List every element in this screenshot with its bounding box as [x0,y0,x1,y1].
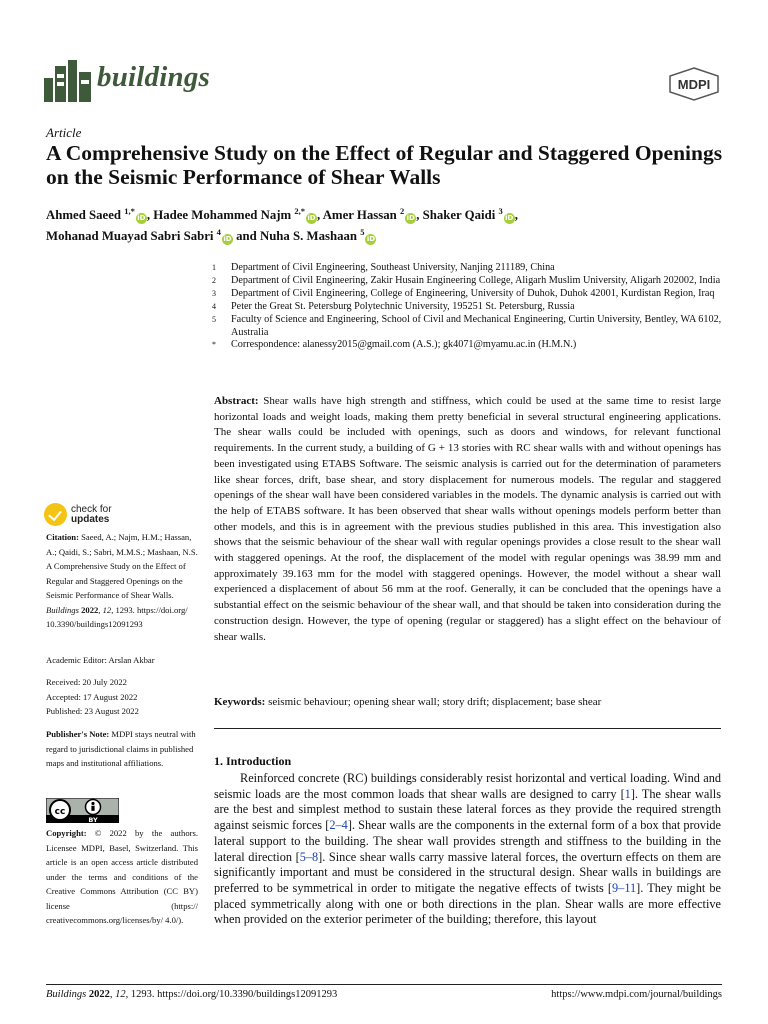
affiliation-number: 3 [212,288,216,298]
footer-citation: Buildings 2022, 12, 1293. https://doi.org/10.3390/buildings12091293 [46,989,338,1000]
footer-volume: 12 [115,989,126,1000]
authors-connector: and [232,229,260,243]
buildings-journal-logo [44,60,92,102]
check-updates-line1: check for [71,503,112,515]
abstract-label: Abstract: [214,395,259,407]
footer-journal-url[interactable]: https://www.mdpi.com/journal/buildings [551,989,722,1000]
citation-doi[interactable]: , 1293. https://doi.org/ 10.3390/buildings12091293 [46,604,188,629]
keywords [214,695,721,710]
keywords-text: seismic behaviour; opening shear wall; story drift; displacement; base shear [268,696,602,708]
citation-text: Saeed, A.; Najm, H.M.; Hassan, A.; Qaidi, S.; Sabri, M.M.S.; Mashaan, N.S. A Comprehensive Study on the Effect of Regular and Staggered Openings on the Seismic Performance of Shear Walls. [46,532,198,600]
affiliation-text: Peter the Great St. Petersburg Polytechnic University, 195251 St. Petersburg, Russia [231,300,575,312]
affiliation-item [212,288,732,301]
affiliation-number: 1 [212,263,216,272]
affiliation-number: 5 [212,314,216,324]
check-updates-line2: updates [71,513,110,525]
author-list: Ahmed Saeed $^{1,*}$iD, Hadee Mohammed Najm $^{2,*}$iD, Amer Hassan $^2$iD, Shaker Qaidi $^3$iD, Mohanad Muayad Sabri Sabri $^4$iD and Nuha S. Mashaan $^5$iD [46,206,518,243]
affiliation-text: Department of Civil Engineering, Southeast University, Nanjing 211189, China [231,262,555,273]
citation-block: Citation: Saeed, A.; Najm, H.M.; Hassan, A.; Qaidi, S.; Sabri, M.M.S.; Mashaan, N.S. A Comprehensive Study on the Effect of Regular and Staggered Openings on the Seismic Performance of Shear Walls. Buildings 2022, 12, 1293. https://doi.org/ 10.3390/buildings12091293 [46,532,198,629]
orcid-icon[interactable]: iD [307,214,316,222]
affiliation-text: Department of Civil Engineering, College of Engineering, University of Duhok, Duhok 42001, Kurdistan Region, Iraq [231,287,715,299]
received-date: Received: 20 July 2022 [46,677,127,687]
check-icon [44,503,67,526]
copyright-block [46,826,198,928]
reference-link[interactable]: 2–4 [329,818,348,833]
author-affiliation-marker: 5 [360,227,365,237]
author-name[interactable]: Ahmed Saeed $^{1,*}$ [46,206,135,222]
academic-editor: Academic Editor: Arslan Akbar [46,655,155,665]
footer-year: 2022 [88,989,110,1000]
affiliation-item [212,339,732,352]
affiliation-item [212,301,732,314]
accepted-date: Accepted: 17 August 2022 [46,691,138,702]
abstract-text: Shear walls have high strength and stiffness, which could be used at the same time to resist large horizontal loads and weight loads, making them pretty beneficial in several structural engineering applications. The shear walls could be included with openings, such as doors and windows, for relevant functional requirements. In the current study, a building of G + 13 stories with RC shear walls with and without openings has been investigated using ETABS Software. The seismic analysis is carried out for the determination of parameters like shear forces, drift, base shear, and story displacement for numerous models. The regular and staggered openings of the shear wall have been considered variables in the models. The dynamic analysis is carried out with the help of ETABS software. It has been observed that shear walls without openings models perform better than other models, and this is in agreement with the previous studies published in this area. This investigation also shows that the seismic behaviour of the shear wall with regular openings provides a close result to the shear wall with staggered openings. At the roof, the displacement of the model with regular openings was 38.99 mm and approximately 39.163 mm for the model with staggered openings. However, the model without a shear wall experienced a displacement of about 56 mm at the roof. Generally, it can be concluded that the openings have a substantial effect on the seismic behaviour of the shear wall, and that should be taken into consideration during the construction design. However, the type of opening (regular or staggered) has a slight effect on the behaviour of shear walls. [214,395,722,643]
copyright-text: © 2022 by the authors. Licensee MDPI, Basel, Switzerland. This article is an open access article distributed under the terms and conditions of the Creative Commons Attribution (CC BY) license (https:// creativecommons.org/licenses/by/ 4.0/). [46,828,198,925]
affiliation-number: 4 [212,301,216,311]
author-affiliation-marker: 3 [498,206,503,216]
author-affiliation-marker: 2 [399,206,405,216]
copyright-label: Copyright: [46,828,87,838]
citation-volume: 12 [102,604,112,615]
affiliation-number: * [212,340,216,350]
affiliation-item [212,314,732,340]
mdpi-logo [668,67,720,101]
section-heading: 1. Introduction [214,754,292,768]
footer-journal: Buildings [46,989,87,1000]
publisher-note-label: Publisher's Note: [46,729,110,739]
author-name[interactable]: Amer Hassan $^2$ [322,206,405,222]
orcid-icon[interactable]: iD [137,214,146,222]
affiliation-text: Correspondence: alanessy2015@gmail.com (A.S.); gk4071@myamu.ac.in (H.M.N.) [231,339,577,351]
reference-link[interactable]: 1 [624,786,631,801]
svg-text:cc: cc [54,807,66,817]
affiliations [212,262,732,352]
author-affiliation-marker: 2,* [294,206,305,216]
article-title: A Comprehensive Study on the Effect of Regular and Staggered Openings on the Seismic Performance of Shear Walls [46,141,723,189]
footer-divider [46,984,722,985]
reference-link[interactable]: 5–8 [299,849,319,864]
orcid-icon[interactable]: iD [505,214,514,222]
journal-name: buildings [97,61,211,93]
publisher-note [46,727,198,771]
orcid-icon[interactable]: iD [406,214,415,222]
citation-year: 2022 [81,604,99,615]
author-name[interactable]: Nuha S. Mashaan $^5$ [259,227,365,243]
author-affiliation-marker: 1,* [124,206,135,216]
publication-dates [46,675,198,719]
affiliation-text: Department of Civil Engineering, Zakir Husain Engineering College, Aligarh Muslim University, Aligarh 202002, India [231,274,721,286]
author-affiliation-marker: 4 [216,227,221,237]
affiliation-item [212,275,732,288]
affiliation-text: Faculty of Science and Engineering, School of Civil and Mechanical Engineering, Curtin University, Bentley, WA 6102, Australia [231,313,722,338]
citation-label: Citation: [46,532,79,542]
affiliation-item [212,262,732,275]
cc-by-text: BY [88,816,98,823]
author-name[interactable]: Mohanad Muayad Sabri Sabri $^4$ [46,227,221,243]
citation-journal: Buildings [46,604,79,615]
keywords-label: Keywords: [214,696,266,708]
introduction-body: Reinforced concrete (RC) buildings considerably resist horizontal and vertical loading. Wind and seismic loads are the most common loads that shear walls are designed to carry [1]. The shear walls are the best and simplest method to sustain these lateral forces as they provide the required strength against seismic forces [2–4]. Shear walls are the components in the external form of a box that provide lateral support to the building. The shear wall provides strength and stiffness to the building in the lateral direction [5–8]. Since shear walls carry massive lateral forces, the overturn effects on them are significantly important and must be considered in the structural design. Shear walls in buildings are preferred to be symmetrical in order to mitigate the negative effects of twists [9–11]. They might be placed symmetrically along with one or both directions in the plan. Shear walls are more effective when provided on the exterior perimeter of the building; therefore, this layout [214,771,721,927]
author-name[interactable]: Hadee Mohammed Najm $^{2,*}$ [153,206,305,222]
cc-by-license-icon[interactable] [46,798,119,823]
check-for-updates-badge[interactable] [44,503,112,526]
mdpi-text: MDPI [677,77,711,92]
reference-link[interactable]: 9–11 [612,880,637,895]
published-date: Published: 23 August 2022 [46,706,139,716]
article-type: Article [46,125,82,140]
section-divider [214,728,721,729]
abstract [214,394,721,645]
author-name[interactable]: Shaker Qaidi $^3$ [422,206,503,222]
footer-doi[interactable]: , 1293. https://doi.org/10.3390/buildings12091293 [125,989,338,1000]
affiliation-number: 2 [212,275,216,285]
orcid-icon[interactable]: iD [366,235,376,243]
publisher-note-text: MDPI stays neutral with regard to jurisdictional claims in published maps and institutional affiliations. [46,729,196,768]
orcid-icon[interactable]: iD [223,235,232,243]
